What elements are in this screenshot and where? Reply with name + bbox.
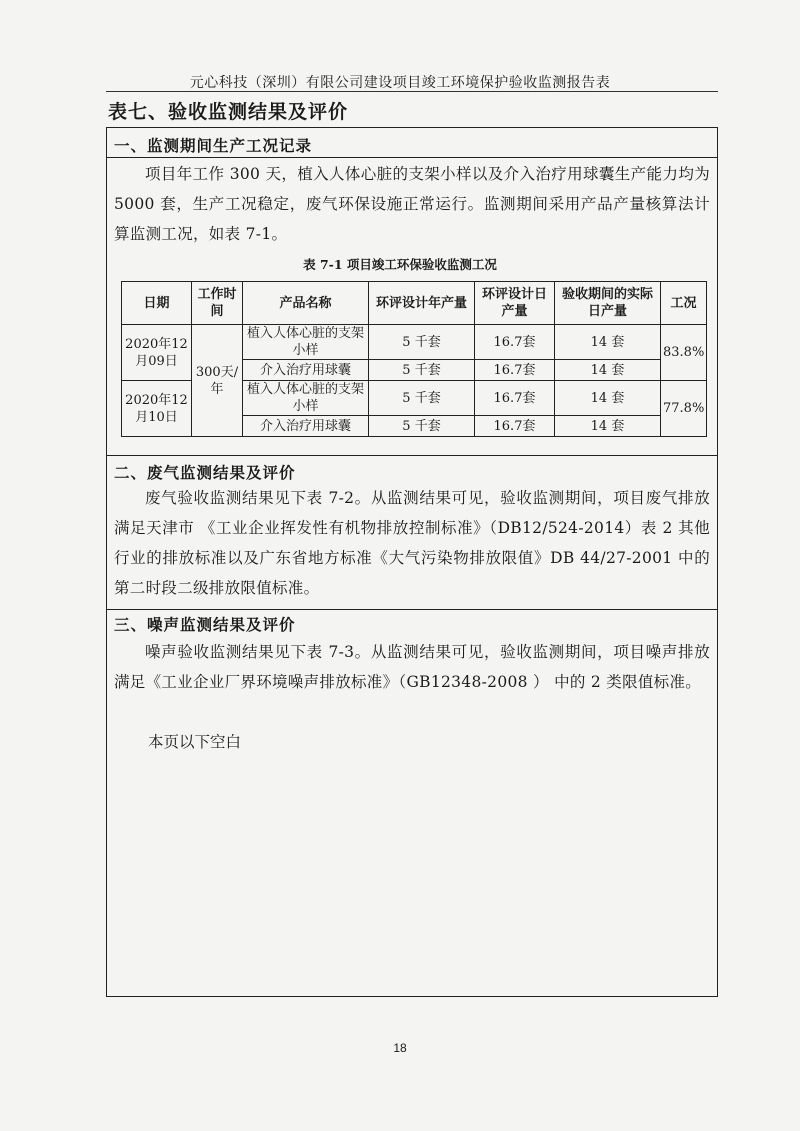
th-work-time: 工作时间	[192, 282, 243, 325]
th-product-name: 产品名称	[243, 282, 369, 325]
cell-daily: 16.7套	[475, 416, 555, 437]
cell-date: 2020年12月10日	[122, 381, 192, 437]
th-condition: 工况	[661, 282, 707, 325]
heading-noise: 三、噪声监测结果及评价	[114, 615, 296, 634]
paragraph-text: 废气验收监测结果见下表 7-2。从监测结果可见，验收监测期间，项目废气排放满足天津市 《工业企业挥发性有机物排放控制标准》（DB12/524-2014）表 2 其他行业的排放标准以及广东省地方标准《大气污染物排放限值》DB 44/27-2001 中的第二时段二级排放限值标准。	[114, 489, 710, 597]
cell-annual: 5 千套	[369, 381, 475, 416]
paragraph-noise	[114, 637, 710, 697]
table-header-row	[122, 282, 707, 325]
cell-actual: 14 套	[555, 360, 661, 381]
cell-daily: 16.7套	[475, 325, 555, 360]
report-header-title: 元心科技（深圳）有限公司建设项目竣工环境保护验收监测报告表	[189, 75, 611, 91]
cell-date: 2020年12月09日	[122, 325, 192, 381]
th-annual-design-output: 环评设计年产量	[369, 282, 475, 325]
cell-condition: 77.8%	[661, 381, 707, 437]
cell-daily: 16.7套	[475, 360, 555, 381]
paragraph-production-conditions	[114, 159, 710, 249]
cell-condition: 83.8%	[661, 325, 707, 381]
section-divider-3	[107, 609, 718, 610]
heading-production-conditions: 一、监测期间生产工况记录	[114, 136, 313, 155]
header-divider	[106, 91, 718, 92]
cell-actual: 14 套	[555, 416, 661, 437]
cell-work-time: 300天/年	[192, 325, 243, 437]
th-date: 日期	[122, 282, 192, 325]
cell-actual: 14 套	[555, 381, 661, 416]
paragraph-exhaust-gas	[114, 483, 710, 603]
page-number: 18	[393, 1041, 407, 1055]
table-row	[122, 325, 707, 360]
blank-page-note: 本页以下空白	[148, 733, 242, 751]
cell-annual: 5 千套	[369, 416, 475, 437]
th-actual-daily-output: 验收期间的实际日产量	[555, 282, 661, 325]
cell-actual: 14 套	[555, 325, 661, 360]
section-title: 表七、验收监测结果及评价	[108, 101, 349, 123]
th-daily-design-output: 环评设计日产量	[475, 282, 555, 325]
cell-annual: 5 千套	[369, 360, 475, 381]
working-conditions-table	[121, 281, 707, 437]
table-caption: 表 7-1 项目竣工环保验收监测工况	[303, 257, 497, 272]
cell-annual: 5 千套	[369, 325, 475, 360]
cell-product: 介入治疗用球囊	[243, 416, 369, 437]
paragraph-text: 噪声验收监测结果见下表 7-3。从监测结果可见，验收监测期间，项目噪声排放满足《工业企业厂界环境噪声排放标准》（GB12348-2008 ） 中的 2 类限值标准。	[114, 643, 710, 691]
heading-exhaust-gas: 二、废气监测结果及评价	[114, 463, 296, 482]
cell-product: 植入人体心脏的支架小样	[243, 381, 369, 416]
cell-product: 介入治疗用球囊	[243, 360, 369, 381]
cell-daily: 16.7套	[475, 381, 555, 416]
section-divider-2	[107, 455, 718, 456]
paragraph-text: 项目年工作 300 天，植入人体心脏的支架小样以及介入治疗用球囊生产能力均为 5000 套，生产工况稳定，废气环保设施正常运行。监测期间采用产品产量核算法计算监测工况，如表 7-1。	[114, 165, 710, 243]
heading-divider-1	[107, 157, 718, 158]
cell-product: 植入人体心脏的支架小样	[243, 325, 369, 360]
